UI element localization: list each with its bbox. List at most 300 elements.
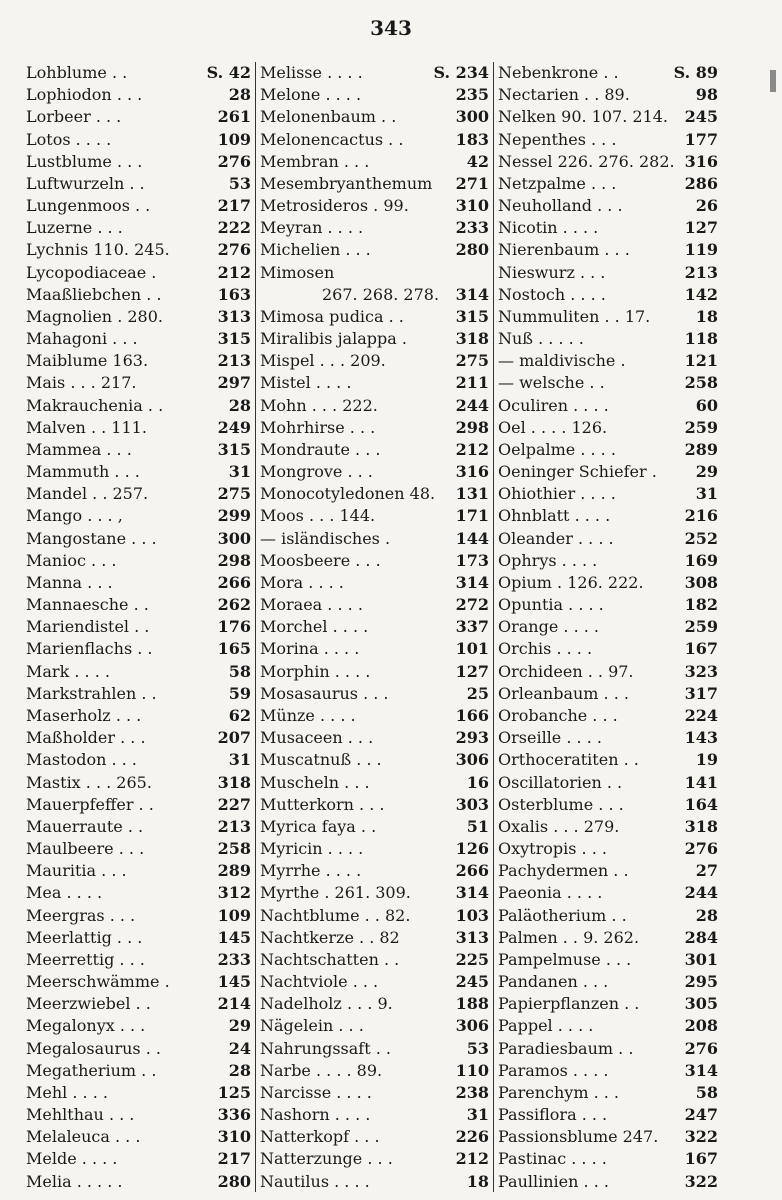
entry-term: Mispel . . . 209.: [260, 351, 386, 371]
entry-term: Paläotherium . .: [498, 905, 627, 925]
index-entry: [260, 905, 489, 926]
entry-term: Megalonyx . . .: [26, 1016, 146, 1036]
entry-term: Nieswurz . . .: [498, 262, 606, 282]
index-entry: [498, 971, 718, 992]
entry-pages: 295: [684, 972, 718, 992]
entry-pages: 59: [228, 683, 251, 703]
entry-pages: 141: [684, 772, 718, 792]
entry-pages: 53: [466, 1038, 489, 1058]
index-entry: [26, 1038, 251, 1059]
index-entry: [498, 62, 718, 83]
index-entry: [498, 173, 718, 194]
entry-pages: 323: [684, 661, 718, 681]
index-entry: [498, 528, 718, 549]
entry-term: Mark . . . .: [26, 661, 110, 681]
entry-pages: 261: [217, 107, 251, 127]
entry-pages: 31: [228, 750, 251, 770]
entry-term: Nägelein . . .: [260, 1016, 364, 1036]
entry-pages: 207: [217, 728, 251, 748]
entry-pages: 31: [228, 462, 251, 482]
entry-pages: 62: [228, 705, 251, 725]
entry-pages: 126: [455, 839, 489, 859]
entry-term: Markstrahlen . .: [26, 683, 157, 703]
entry-pages: 217: [217, 1149, 251, 1169]
entry-pages: 144: [455, 528, 489, 548]
entry-term: Malven . . 111.: [26, 417, 147, 437]
entry-term: — maldivische .: [498, 351, 626, 371]
entry-pages: 163: [217, 284, 251, 304]
entry-term: Muscatnuß . . .: [260, 750, 382, 770]
entry-term: Passionsblume 247.: [498, 1127, 659, 1147]
entry-pages: 16: [466, 772, 489, 792]
entry-term: Nectarien . . 89.: [498, 85, 630, 105]
index-entry: [498, 483, 718, 504]
index-entry: [26, 483, 251, 504]
entry-term: Orseille . . . .: [498, 728, 602, 748]
index-entry: [260, 927, 489, 948]
entry-term: Nepenthes . . .: [498, 129, 617, 149]
index-entry: [26, 505, 251, 526]
entry-term: Orobanche . . .: [498, 705, 618, 725]
entry-pages: 143: [684, 728, 718, 748]
entry-pages: 317: [684, 683, 718, 703]
entry-pages: 259: [684, 417, 718, 437]
entry-pages: 98: [695, 85, 718, 105]
entry-pages: 262: [217, 595, 251, 615]
index-entry: [260, 461, 489, 482]
entry-term: Passiflora . . .: [498, 1105, 608, 1125]
index-entry: [26, 860, 251, 881]
index-entry: [498, 372, 718, 393]
entry-pages: 131: [455, 484, 489, 504]
index-entry: [260, 550, 489, 571]
entry-term: Mangostane . . .: [26, 528, 157, 548]
index-entry: [260, 1060, 489, 1081]
entry-pages: 18: [695, 306, 718, 326]
entry-pages: 249: [217, 417, 251, 437]
entry-pages: 211: [455, 373, 489, 393]
index-entry: [26, 772, 251, 793]
index-entry: [498, 328, 718, 349]
index-entry: [260, 860, 489, 881]
entry-term: Magnolien . 280.: [26, 306, 163, 326]
entry-pages: 276: [684, 839, 718, 859]
index-entry: [498, 772, 718, 793]
index-column-2: [255, 62, 493, 1192]
entry-pages: 245: [455, 972, 489, 992]
entry-term: Mea . . . .: [26, 883, 103, 903]
entry-pages: 176: [217, 617, 251, 637]
entry-pages: 109: [217, 129, 251, 149]
index-entry: [498, 550, 718, 571]
entry-term: Lychnis 110. 245.: [26, 240, 170, 260]
index-entry: [26, 461, 251, 482]
entry-pages: 310: [455, 196, 489, 216]
entry-term: Melonenbaum . .: [260, 107, 397, 127]
index-entry: [26, 993, 251, 1014]
entry-pages: 28: [228, 85, 251, 105]
index-entry: [260, 661, 489, 682]
index-entry: [498, 1148, 718, 1169]
entry-term: Neuholland . . .: [498, 196, 623, 216]
entry-term: Myrica faya . .: [260, 816, 377, 836]
entry-term: Meerrettig . . .: [26, 949, 145, 969]
entry-pages: 258: [684, 373, 718, 393]
entry-pages: 284: [684, 927, 718, 947]
entry-pages: 164: [684, 794, 718, 814]
entry-pages: 316: [684, 151, 718, 171]
entry-pages: 297: [217, 373, 251, 393]
entry-term: Musaceen . . .: [260, 728, 374, 748]
index-entry: [260, 129, 489, 150]
index-entry: [498, 350, 718, 371]
entry-term: Manna . . .: [26, 572, 113, 592]
entry-term: Mahagoni . . .: [26, 329, 138, 349]
entry-term: Mammuth . . .: [26, 462, 140, 482]
index-entry: [260, 195, 489, 216]
index-entry: [498, 505, 718, 526]
index-entry: [260, 1126, 489, 1147]
entry-pages: 182: [684, 595, 718, 615]
entry-pages: 293: [455, 728, 489, 748]
entry-term: Mannaesche . .: [26, 595, 149, 615]
entry-term: — welsche . .: [498, 373, 605, 393]
index-entry: [260, 1148, 489, 1169]
entry-term: Luzerne . . .: [26, 218, 123, 238]
entry-pages: 314: [684, 1060, 718, 1080]
entry-pages: 280: [455, 240, 489, 260]
entry-pages: 316: [455, 462, 489, 482]
index-entry: [260, 483, 489, 504]
entry-pages: 145: [217, 927, 251, 947]
entry-pages: 272: [455, 595, 489, 615]
entry-pages: 216: [684, 506, 718, 526]
entry-pages: 301: [684, 949, 718, 969]
entry-pages: 238: [455, 1082, 489, 1102]
entry-pages: 24: [228, 1038, 251, 1058]
entry-term: Moos . . . 144.: [260, 506, 376, 526]
index-entry: [26, 372, 251, 393]
entry-term: Oel . . . . 126.: [498, 417, 608, 437]
entry-term: Mauerpfeffer . .: [26, 794, 154, 814]
entry-pages: 233: [217, 949, 251, 969]
index-entry: [498, 239, 718, 260]
index-entry: [26, 971, 251, 992]
entry-term: Mauerraute . .: [26, 816, 144, 836]
entry-term: Parenchym . . .: [498, 1082, 619, 1102]
entry-pages: 25: [466, 683, 489, 703]
entry-term: Pastinac . . . .: [498, 1149, 607, 1169]
entry-pages: 29: [695, 462, 718, 482]
entry-term: Opuntia . . . .: [498, 595, 604, 615]
index-entry: [260, 151, 489, 172]
entry-term: Nostoch . . . .: [498, 284, 606, 304]
entry-term: Orleanbaum . . .: [498, 683, 629, 703]
entry-term: Meyran . . . .: [260, 218, 364, 238]
index-entry: [260, 173, 489, 194]
index-entry: [498, 727, 718, 748]
entry-term: Muscheln . . .: [260, 772, 370, 792]
entry-term: Paeonia . . . .: [498, 883, 603, 903]
entry-term: Paullinien . . .: [498, 1171, 609, 1191]
index-entry: [26, 1060, 251, 1081]
index-entry: [498, 749, 718, 770]
entry-pages: 212: [217, 262, 251, 282]
index-entry: [26, 439, 251, 460]
index-entry: [498, 262, 718, 283]
entry-term: Mammea . . .: [26, 439, 132, 459]
index-entry: [498, 439, 718, 460]
entry-pages: 252: [684, 528, 718, 548]
entry-pages: 177: [684, 129, 718, 149]
page-number: 343: [370, 16, 412, 40]
index-entry: [26, 1171, 251, 1192]
entry-pages: 286: [684, 173, 718, 193]
entry-pages: 310: [217, 1127, 251, 1147]
index-entry: [260, 262, 489, 283]
entry-term: Meerzwiebel . .: [26, 994, 151, 1014]
index-entry: [26, 62, 251, 83]
index-entry: [498, 927, 718, 948]
entry-pages: 58: [228, 661, 251, 681]
entry-term: Natterkopf . . .: [260, 1127, 380, 1147]
entry-term: Marienflachs . .: [26, 639, 153, 659]
index-entry: [498, 1060, 718, 1081]
entry-pages: 315: [217, 439, 251, 459]
entry-pages: 259: [684, 617, 718, 637]
entry-pages: 226: [455, 1127, 489, 1147]
entry-term: Mohrhirse . . .: [260, 417, 376, 437]
index-entry: [26, 550, 251, 571]
entry-pages: 289: [684, 439, 718, 459]
entry-term: Mora . . . .: [260, 572, 344, 592]
index-entry: [498, 616, 718, 637]
index-entry: [260, 993, 489, 1014]
index-entry: [260, 217, 489, 238]
entry-term: Nadelholz . . . 9.: [260, 994, 393, 1014]
index-entry: [498, 838, 718, 859]
index-entry: [260, 350, 489, 371]
entry-term: Mimosa pudica . .: [260, 306, 404, 326]
index-entry: [260, 328, 489, 349]
index-entry: [498, 993, 718, 1014]
entry-term: Moraea . . . .: [260, 595, 363, 615]
index-entry: [26, 794, 251, 815]
entry-pages: 276: [217, 240, 251, 260]
index-entry: [260, 239, 489, 260]
entry-pages: 58: [695, 1082, 718, 1102]
index-entry: [498, 1015, 718, 1036]
entry-term: Lycopodiaceae .: [26, 262, 157, 282]
index-entry: [260, 749, 489, 770]
index-entry: [260, 727, 489, 748]
entry-term: Mondraute . . .: [260, 439, 381, 459]
index-entry: [498, 638, 718, 659]
entry-pages: 142: [684, 284, 718, 304]
entry-pages: 314: [455, 883, 489, 903]
entry-pages: 125: [217, 1082, 251, 1102]
index-entry: [260, 439, 489, 460]
entry-pages: 167: [684, 1149, 718, 1169]
entry-term: Nelken 90. 107. 214.: [498, 107, 669, 127]
index-entry: [26, 262, 251, 283]
entry-term: Mohn . . . 222.: [260, 395, 378, 415]
entry-pages: 222: [217, 218, 251, 238]
entry-pages: 42: [466, 151, 489, 171]
entry-term: Oelpalme . . . .: [498, 439, 616, 459]
entry-pages: 166: [455, 705, 489, 725]
index-entry: [498, 417, 718, 438]
entry-term: Münze . . . .: [260, 705, 356, 725]
index-entry: [26, 683, 251, 704]
entry-pages: 308: [684, 572, 718, 592]
entry-pages: 167: [684, 639, 718, 659]
index-entry: [26, 239, 251, 260]
entry-term: Mastix . . . 265.: [26, 772, 152, 792]
entry-pages: 19: [695, 750, 718, 770]
entry-pages: 299: [217, 506, 251, 526]
entry-term: Mango . . . ,: [26, 506, 123, 526]
entry-term: Nachtschatten . .: [260, 949, 400, 969]
entry-pages: 337: [455, 617, 489, 637]
entry-pages: 118: [684, 329, 718, 349]
index-entry: [260, 84, 489, 105]
entry-term: Nuß . . . . .: [498, 329, 584, 349]
entry-term: Papierpflanzen . .: [498, 994, 640, 1014]
entry-term: Metrosideros . 99.: [260, 196, 409, 216]
index-entry: [498, 794, 718, 815]
entry-term: Lotos . . . .: [26, 129, 112, 149]
entry-pages: S. 234: [433, 63, 489, 82]
entry-term: Meergras . . .: [26, 905, 136, 925]
index-entry: [26, 1104, 251, 1125]
index-entry: [260, 372, 489, 393]
entry-term: Maaßliebchen . .: [26, 284, 162, 304]
entry-term: Mutterkorn . . .: [260, 794, 385, 814]
index-entry: [498, 461, 718, 482]
index-entry: [26, 927, 251, 948]
page-edge-mark: [770, 70, 776, 92]
entry-term: Nashorn . . . .: [260, 1105, 371, 1125]
entry-term: Nautilus . . . .: [260, 1171, 370, 1191]
entry-term: Oxalis . . . 279.: [498, 816, 620, 836]
entry-pages: 51: [466, 816, 489, 836]
index-entry: [498, 306, 718, 327]
entry-pages: S. 89: [673, 63, 718, 82]
entry-term: Osterblume . . .: [498, 794, 624, 814]
entry-pages: 214: [217, 994, 251, 1014]
index-entry: [260, 528, 489, 549]
entry-pages: 266: [455, 861, 489, 881]
index-entry: [26, 350, 251, 371]
index-entry: [498, 683, 718, 704]
entry-term: Melisse . . . .: [260, 63, 363, 82]
entry-term: Nachtkerze . . 82: [260, 927, 400, 947]
index-entry: [260, 306, 489, 327]
entry-term: Melonencactus . .: [260, 129, 404, 149]
index-entry: [498, 151, 718, 172]
index-entry: [498, 949, 718, 970]
entry-pages: 318: [455, 329, 489, 349]
index-entry: [498, 395, 718, 416]
index-entry: [260, 395, 489, 416]
index-columns: [22, 62, 722, 1192]
index-entry: [26, 395, 251, 416]
entry-pages: 244: [684, 883, 718, 903]
entry-pages: 225: [455, 949, 489, 969]
index-entry: [498, 1104, 718, 1125]
index-entry: [26, 838, 251, 859]
entry-term: Orchis . . . .: [498, 639, 593, 659]
entry-term: Nebenkrone . .: [498, 63, 619, 82]
entry-term: Mistel . . . .: [260, 373, 352, 393]
index-entry: [498, 84, 718, 105]
entry-term: Oculiren . . . .: [498, 395, 609, 415]
entry-pages: 217: [217, 196, 251, 216]
index-entry: [260, 816, 489, 837]
index-entry: [260, 1104, 489, 1125]
entry-term: Manioc . . .: [26, 550, 117, 570]
entry-term: Lustblume . . .: [26, 151, 143, 171]
entry-pages: 298: [455, 417, 489, 437]
entry-term: Mehlthau . . .: [26, 1105, 135, 1125]
index-entry: [498, 860, 718, 881]
entry-term: Lungenmoos . .: [26, 196, 151, 216]
entry-term: Paramos . . . .: [498, 1060, 609, 1080]
entry-term: Netzpalme . . .: [498, 173, 617, 193]
index-entry: [26, 616, 251, 637]
index-entry: [26, 727, 251, 748]
entry-term: Megatherium . .: [26, 1060, 157, 1080]
index-entry: [26, 528, 251, 549]
entry-term: Lophiodon . . .: [26, 85, 143, 105]
entry-pages: 212: [455, 439, 489, 459]
index-entry: [260, 1015, 489, 1036]
entry-pages: 110: [455, 1060, 489, 1080]
entry-term: Pappel . . . .: [498, 1016, 594, 1036]
index-column-1: [22, 62, 255, 1192]
index-entry: [26, 151, 251, 172]
index-entry: [26, 1082, 251, 1103]
index-column-3: [493, 62, 722, 1192]
entry-pages: 305: [684, 994, 718, 1014]
entry-pages: 322: [684, 1127, 718, 1147]
entry-term: Meerlattig . . .: [26, 927, 143, 947]
entry-term: Lorbeer . . .: [26, 107, 122, 127]
entry-pages: 171: [455, 506, 489, 526]
index-entry: [498, 195, 718, 216]
index-entry: [260, 572, 489, 593]
index-entry: [260, 284, 489, 305]
index-entry: [498, 882, 718, 903]
entry-term: Nahrungssaft . .: [260, 1038, 391, 1058]
entry-pages: 27: [695, 861, 718, 881]
entry-pages: 303: [455, 794, 489, 814]
entry-pages: 31: [695, 484, 718, 504]
entry-pages: 212: [455, 1149, 489, 1169]
entry-term: Melde . . . .: [26, 1149, 118, 1169]
index-entry: [498, 106, 718, 127]
index-entry: [26, 749, 251, 770]
entry-term: Melia . . . . .: [26, 1171, 123, 1191]
entry-pages: 119: [684, 240, 718, 260]
index-entry: [26, 1126, 251, 1147]
entry-pages: 247: [684, 1105, 718, 1125]
index-entry: [260, 616, 489, 637]
index-entry: [260, 949, 489, 970]
index-entry: [260, 62, 489, 83]
entry-term: Luftwurzeln . .: [26, 173, 145, 193]
